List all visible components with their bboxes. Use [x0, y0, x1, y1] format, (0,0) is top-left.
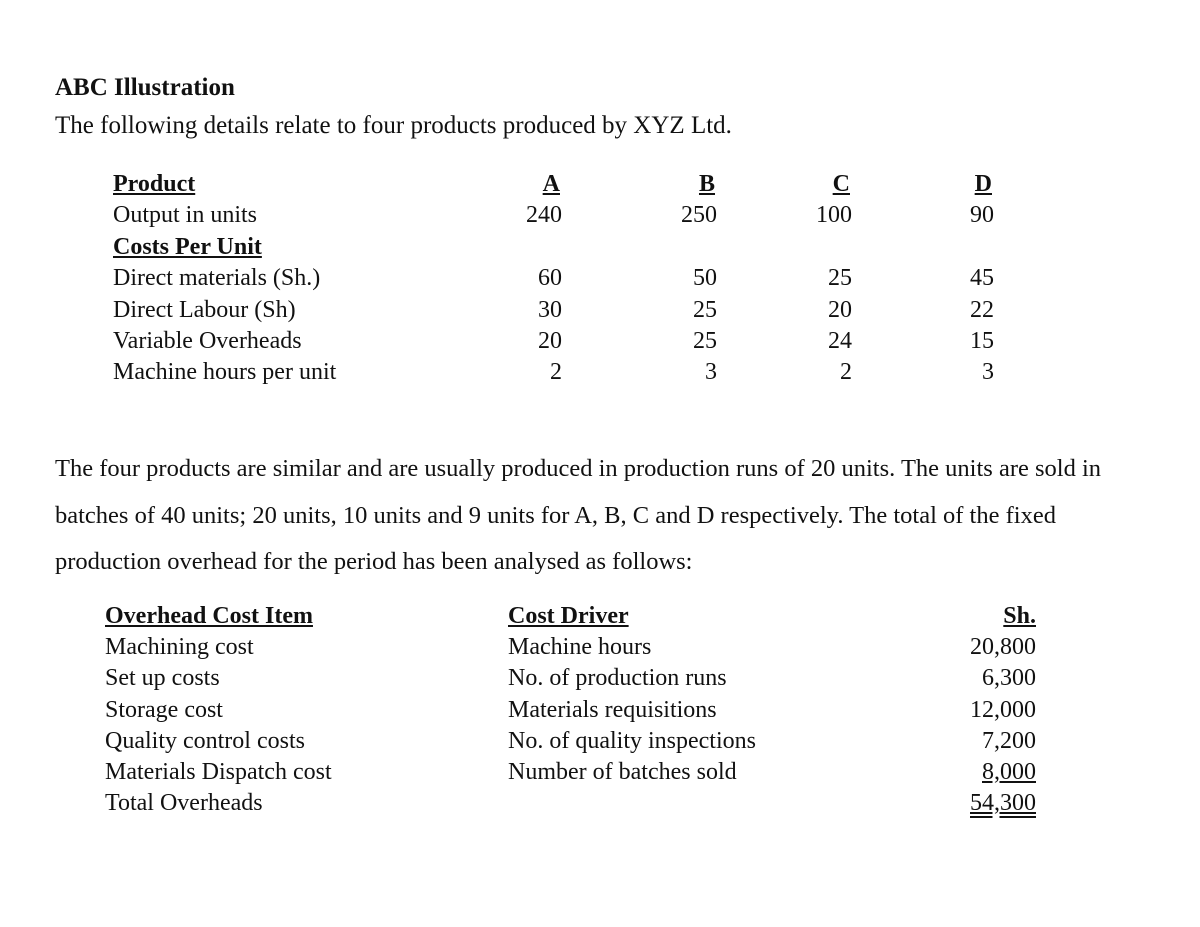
cost-driver: Materials requisitions [508, 696, 717, 723]
row-label: Direct materials (Sh.) [113, 265, 321, 292]
product-column-b [655, 169, 717, 389]
cell-value: 22 [970, 296, 994, 323]
overhead-item: Machining cost [105, 634, 254, 661]
product-header: Product [113, 171, 196, 197]
product-column-c [790, 169, 852, 389]
product-b-header: B [698, 171, 715, 197]
amount-value: 6,300 [982, 665, 1036, 692]
output-value: 100 [816, 202, 852, 229]
output-label: Output in units [113, 202, 258, 229]
overhead-item: Quality control costs [105, 727, 305, 754]
product-a-header: A [542, 171, 560, 197]
cost-driver: Machine hours [508, 634, 652, 661]
amount-value: 20,800 [970, 634, 1036, 661]
product-column-d [932, 169, 994, 389]
cell-value: 2 [840, 359, 852, 386]
cell-value: 20 [828, 296, 852, 323]
document-title: ABC Illustration [55, 74, 235, 101]
product-d-header: D [974, 171, 992, 197]
output-value: 90 [970, 202, 994, 229]
row-label: Variable Overheads [113, 328, 302, 355]
cost-driver-column [508, 601, 756, 788]
product-c-header: C [832, 171, 850, 197]
total-overheads-label: Total Overheads [105, 790, 263, 817]
cell-value: 25 [693, 328, 717, 355]
cell-value: 3 [705, 359, 717, 386]
row-label: Machine hours per unit [113, 359, 337, 386]
amount-value: 12,000 [970, 696, 1036, 723]
costs-per-unit-heading: Costs Per Unit [113, 233, 262, 260]
cell-value: 20 [538, 328, 562, 355]
amount-header: Sh. [1003, 603, 1036, 629]
cell-value: 24 [828, 328, 852, 355]
output-value: 240 [526, 202, 562, 229]
total-overheads-amount: 54,300 [970, 790, 1036, 817]
amount-value: 8,000 [982, 759, 1036, 786]
cost-driver-header: Cost Driver [508, 603, 629, 629]
cell-value: 15 [970, 328, 994, 355]
cell-value: 50 [693, 265, 717, 292]
product-label-column [113, 169, 336, 389]
cost-driver: No. of production runs [508, 665, 727, 692]
overhead-item: Set up costs [105, 665, 220, 692]
row-label: Direct Labour (Sh) [113, 296, 296, 323]
description-paragraph: The four products are similar and are usually produced in production runs of 20 units. The units are sold in batches of 40 units; 20 units, 10 units and 9 units for A, B, C and D respectively. The total of the fixed production overhead for the period has been analysed as follows: [55, 455, 1101, 575]
cell-value: 30 [538, 296, 562, 323]
cell-value: 60 [538, 265, 562, 292]
cost-driver: No. of quality inspections [508, 727, 756, 754]
overhead-item-header: Overhead Cost Item [105, 603, 313, 629]
cell-value: 2 [550, 359, 562, 386]
overhead-item: Materials Dispatch cost [105, 759, 332, 786]
amount-value: 7,200 [982, 727, 1036, 754]
product-column-a [500, 169, 562, 389]
cell-value: 3 [982, 359, 994, 386]
cell-value: 25 [828, 265, 852, 292]
amount-column [930, 601, 1036, 819]
intro-text: The following details relate to four products produced by XYZ Ltd. [55, 112, 732, 139]
overhead-item: Storage cost [105, 696, 223, 723]
cost-driver: Number of batches sold [508, 759, 737, 786]
output-value: 250 [681, 202, 717, 229]
cell-value: 25 [693, 296, 717, 323]
overhead-item-column [105, 601, 332, 819]
cell-value: 45 [970, 265, 994, 292]
